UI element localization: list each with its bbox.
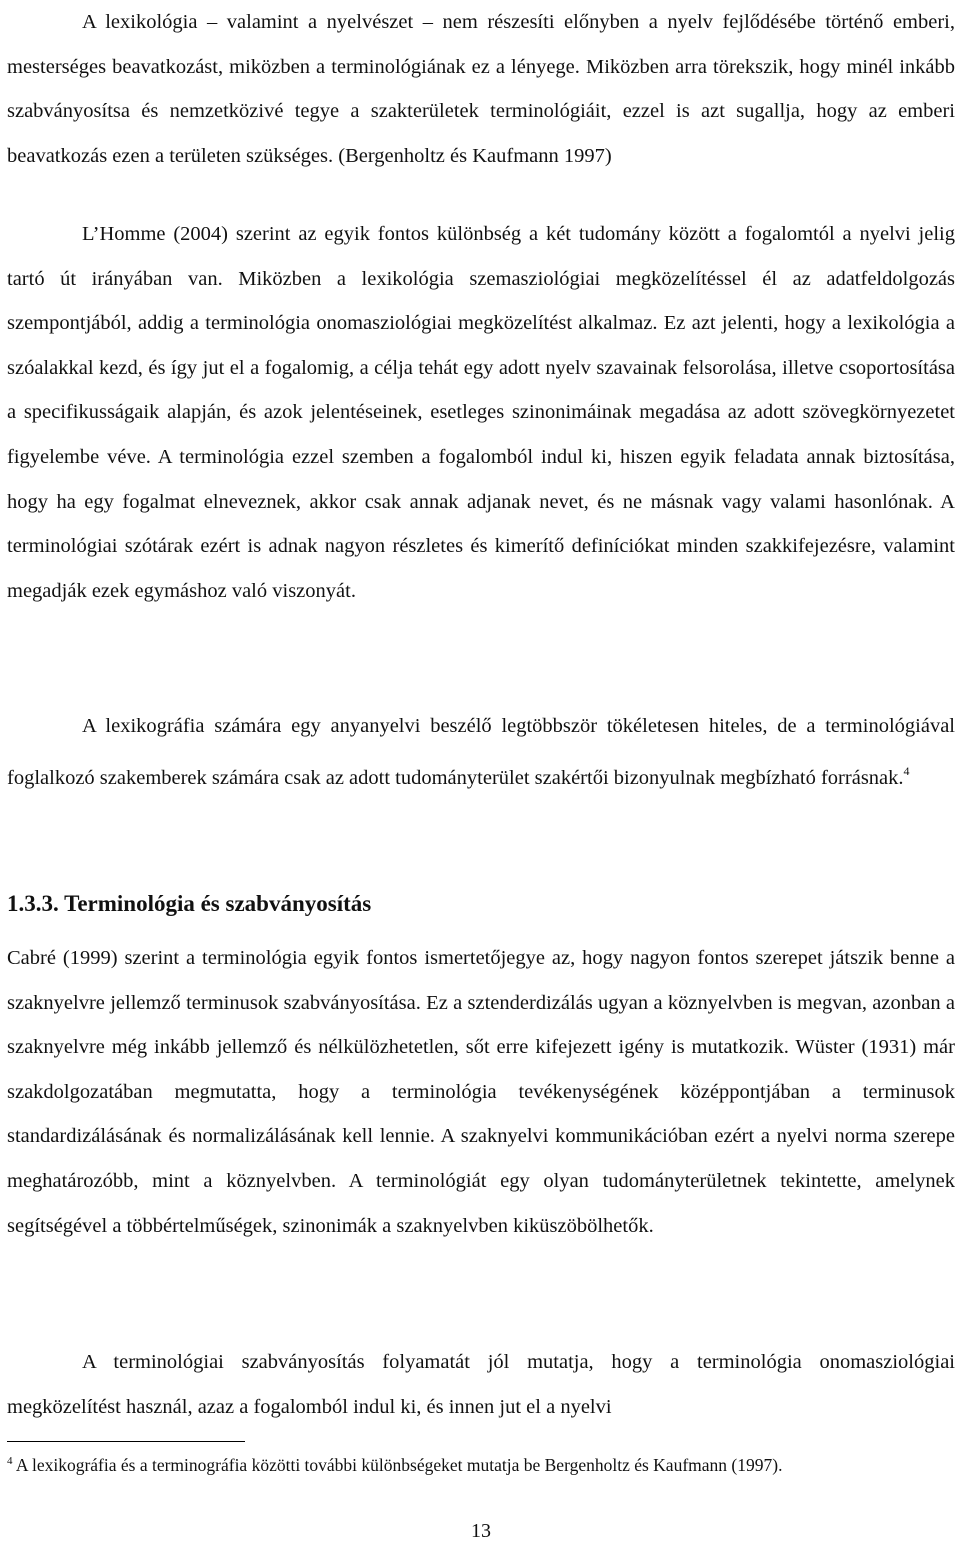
footnote-text: A lexikográfia és a terminográfia közötti további különbségeket mutatja be Bergenholtz és Kaufmann (1997). xyxy=(12,1455,783,1475)
footnote-separator xyxy=(7,1441,245,1442)
paragraph-3 xyxy=(7,704,955,800)
paragraph-1 xyxy=(7,0,955,178)
paragraph-4-text: Cabré (1999) szerint a terminológia egyik fontos ismertetőjegye az, hogy nagyon fontos szerepet játszik benne a szaknyelvre jellemző terminusok szabványosítása. Ez a sztenderdizálás ugyan a köznyelvben is megvan, azonban a szaknyelvre még inkább jellemző és nélkülözhetetlen, sőt erre kifejezett igény is mutatkozik. Wüster (1931) már szakdolgozatában megmutatta, hogy a terminológia tevékenységének középpontjában a terminusok standardizálásának és normalizálásának kell lennie. A szaknyelvi kommunikációban ezért a nyelvi norma szerepe meghatározóbb, mint a köznyelvben. A terminológiát egy olyan tudományterületnek tekintette, amelynek segítségével a többértelműségek, szinonimák a szaknyelvben kiküszöbölhetők. xyxy=(7,947,955,1237)
page-number: 13 xyxy=(471,1520,491,1542)
paragraph-3-text: A lexikográfia számára egy anyanyelvi beszélő legtöbbször tökéletesen hiteles, de a terminológiával foglalkozó szakemberek számára csak az adott tudományterület szakértői bizonyulnak megbízható forrásnak. xyxy=(7,715,955,789)
footnote xyxy=(7,1449,955,1478)
paragraph-5 xyxy=(7,1340,955,1429)
paragraph-4 xyxy=(7,936,955,1248)
footnote-mark: 4 xyxy=(7,1455,13,1467)
paragraph-5-text: A terminológiai szabványosítás folyamatát jól mutatja, hogy a terminológia onomasziológiai megközelítést használ, azaz a fogalomból indul ki, és innen jut el a nyelvi xyxy=(7,1351,955,1418)
paragraph-2 xyxy=(7,212,955,613)
footnote-reference[interactable]: 4 xyxy=(903,763,910,778)
section-heading: 1.3.3. Terminológia és szabványosítás xyxy=(7,891,372,916)
paragraph-2-text: L’Homme (2004) szerint az egyik fontos különbség a két tudomány között a fogalomtól a nyelvi jelig tartó út irányában van. Miközben a lexikológia szemasziológiai megközelítéssel él az adatfeldolgozás szempontjából, addig a terminológia onomasziológiai megközelítést alkalmaz. Ez azt jelenti, hogy a lexikológia a szóalakkal kezd, és így jut el a fogalomig, a célja tehát egy adott nyelv szavainak felsorolása, illetve csoportosítása a specifikusságaik alapján, és azok jelentéseinek, esetleges szinonimáinak megadása az adott szövegkörnyezetet figyelembe véve. A terminológia ezzel szemben a fogalomból indul ki, hiszen egyik feladata annak biztosítása, hogy ha egy fogalmat elneveznek, akkor csak annak adjanak nevet, és ne másnak vagy valami hasonlónak. A terminológiai szótárak ezért is adnak nagyon részletes és kimerítő definíciókat minden szakkifejezésre, valamint megadják ezek egymáshoz való viszonyát. xyxy=(7,223,955,602)
paragraph-1-text: A lexikológia – valamint a nyelvészet – nem részesíti előnyben a nyelv fejlődésébe történő emberi, mesterséges beavatkozást, miközben a terminológiának ez a lényege. Miközben arra törekszik, hogy minél inkább szabványosítsa és nemzetközivé tegye a szakterületek terminológiáit, ezzel is azt sugallja, hogy az emberi beavatkozás ezen a területen szükséges. (Bergenholtz és Kaufmann 1997) xyxy=(7,11,955,167)
